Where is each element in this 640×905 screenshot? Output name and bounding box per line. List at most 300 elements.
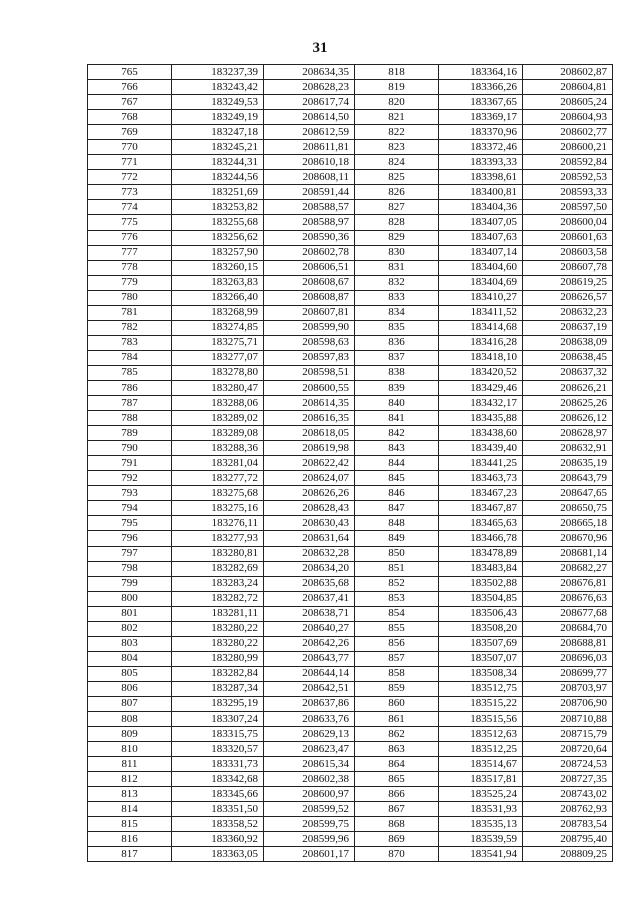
y-coordinate-cell: 208600,21 — [523, 140, 613, 155]
y-coordinate-cell: 208643,77 — [264, 651, 355, 666]
coordinates-table — [87, 64, 613, 862]
point-number-cell: 816 — [88, 832, 172, 847]
x-coordinate-cell: 183435,88 — [439, 411, 523, 426]
table-row — [88, 411, 613, 426]
x-coordinate-cell: 183418,10 — [439, 350, 523, 365]
point-number-cell: 835 — [355, 320, 439, 335]
y-coordinate-cell: 208676,81 — [523, 576, 613, 591]
y-coordinate-cell: 208598,51 — [264, 365, 355, 380]
y-coordinate-cell: 208628,97 — [523, 426, 613, 441]
point-number-cell: 795 — [88, 516, 172, 531]
table-row — [88, 576, 613, 591]
y-coordinate-cell: 208607,81 — [264, 305, 355, 320]
table-row — [88, 712, 613, 727]
point-number-cell: 865 — [355, 772, 439, 787]
x-coordinate-cell: 183283,24 — [172, 576, 264, 591]
table-row — [88, 305, 613, 320]
table-row — [88, 396, 613, 411]
y-coordinate-cell: 208637,41 — [264, 591, 355, 606]
y-coordinate-cell: 208605,24 — [523, 95, 613, 110]
y-coordinate-cell: 208622,42 — [264, 456, 355, 471]
x-coordinate-cell: 183515,56 — [439, 712, 523, 727]
point-number-cell: 766 — [88, 80, 172, 95]
x-coordinate-cell: 183512,75 — [439, 681, 523, 696]
y-coordinate-cell: 208601,63 — [523, 230, 613, 245]
point-number-cell: 806 — [88, 681, 172, 696]
point-number-cell: 788 — [88, 411, 172, 426]
point-number-cell: 791 — [88, 456, 172, 471]
point-number-cell: 767 — [88, 95, 172, 110]
table-row — [88, 531, 613, 546]
table-row — [88, 65, 613, 80]
table-row — [88, 95, 613, 110]
x-coordinate-cell: 183515,22 — [439, 696, 523, 711]
x-coordinate-cell: 183276,11 — [172, 516, 264, 531]
x-coordinate-cell: 183514,67 — [439, 757, 523, 772]
x-coordinate-cell: 183504,85 — [439, 591, 523, 606]
x-coordinate-cell: 183466,78 — [439, 531, 523, 546]
point-number-cell: 855 — [355, 621, 439, 636]
y-coordinate-cell: 208637,19 — [523, 320, 613, 335]
y-coordinate-cell: 208626,12 — [523, 411, 613, 426]
x-coordinate-cell: 183463,73 — [439, 471, 523, 486]
x-coordinate-cell: 183358,52 — [172, 817, 264, 832]
y-coordinate-cell: 208624,07 — [264, 471, 355, 486]
x-coordinate-cell: 183280,47 — [172, 380, 264, 395]
y-coordinate-cell: 208706,90 — [523, 696, 613, 711]
y-coordinate-cell: 208588,57 — [264, 200, 355, 215]
point-number-cell: 796 — [88, 531, 172, 546]
point-number-cell: 839 — [355, 380, 439, 395]
y-coordinate-cell: 208610,18 — [264, 155, 355, 170]
y-coordinate-cell: 208602,78 — [264, 245, 355, 260]
point-number-cell: 868 — [355, 817, 439, 832]
x-coordinate-cell: 183369,17 — [439, 110, 523, 125]
table-row — [88, 772, 613, 787]
x-coordinate-cell: 183289,02 — [172, 411, 264, 426]
x-coordinate-cell: 183483,84 — [439, 561, 523, 576]
y-coordinate-cell: 208743,02 — [523, 787, 613, 802]
table-row — [88, 275, 613, 290]
x-coordinate-cell: 183429,46 — [439, 380, 523, 395]
x-coordinate-cell: 183506,43 — [439, 606, 523, 621]
point-number-cell: 798 — [88, 561, 172, 576]
y-coordinate-cell: 208635,19 — [523, 456, 613, 471]
table-row — [88, 456, 613, 471]
y-coordinate-cell: 208604,81 — [523, 80, 613, 95]
point-number-cell: 768 — [88, 110, 172, 125]
x-coordinate-cell: 183407,14 — [439, 245, 523, 260]
y-coordinate-cell: 208625,26 — [523, 396, 613, 411]
point-number-cell: 867 — [355, 802, 439, 817]
point-number-cell: 833 — [355, 290, 439, 305]
table-row — [88, 441, 613, 456]
x-coordinate-cell: 183288,36 — [172, 441, 264, 456]
x-coordinate-cell: 183280,22 — [172, 621, 264, 636]
y-coordinate-cell: 208600,04 — [523, 215, 613, 230]
y-coordinate-cell: 208603,58 — [523, 245, 613, 260]
y-coordinate-cell: 208617,74 — [264, 95, 355, 110]
point-number-cell: 830 — [355, 245, 439, 260]
point-number-cell: 808 — [88, 712, 172, 727]
table-row — [88, 185, 613, 200]
table-row — [88, 651, 613, 666]
y-coordinate-cell: 208644,14 — [264, 666, 355, 681]
table-row — [88, 742, 613, 757]
y-coordinate-cell: 208593,33 — [523, 185, 613, 200]
point-number-cell: 836 — [355, 335, 439, 350]
x-coordinate-cell: 183363,05 — [172, 847, 264, 862]
y-coordinate-cell: 208630,43 — [264, 516, 355, 531]
coordinates-table-body — [88, 65, 613, 862]
y-coordinate-cell: 208634,20 — [264, 561, 355, 576]
point-number-cell: 814 — [88, 802, 172, 817]
x-coordinate-cell: 183467,87 — [439, 501, 523, 516]
y-coordinate-cell: 208599,96 — [264, 832, 355, 847]
x-coordinate-cell: 183281,11 — [172, 606, 264, 621]
y-coordinate-cell: 208606,51 — [264, 260, 355, 275]
y-coordinate-cell: 208637,32 — [523, 365, 613, 380]
point-number-cell: 777 — [88, 245, 172, 260]
x-coordinate-cell: 183351,50 — [172, 802, 264, 817]
table-row — [88, 471, 613, 486]
y-coordinate-cell: 208677,68 — [523, 606, 613, 621]
point-number-cell: 822 — [355, 125, 439, 140]
point-number-cell: 834 — [355, 305, 439, 320]
point-number-cell: 850 — [355, 546, 439, 561]
y-coordinate-cell: 208684,70 — [523, 621, 613, 636]
point-number-cell: 794 — [88, 501, 172, 516]
point-number-cell: 837 — [355, 350, 439, 365]
x-coordinate-cell: 183249,19 — [172, 110, 264, 125]
x-coordinate-cell: 183245,21 — [172, 140, 264, 155]
y-coordinate-cell: 208626,26 — [264, 486, 355, 501]
y-coordinate-cell: 208616,35 — [264, 411, 355, 426]
x-coordinate-cell: 183441,25 — [439, 456, 523, 471]
point-number-cell: 848 — [355, 516, 439, 531]
y-coordinate-cell: 208670,96 — [523, 531, 613, 546]
y-coordinate-cell: 208626,57 — [523, 290, 613, 305]
y-coordinate-cell: 208590,36 — [264, 230, 355, 245]
table-row — [88, 486, 613, 501]
y-coordinate-cell: 208795,40 — [523, 832, 613, 847]
point-number-cell: 813 — [88, 787, 172, 802]
x-coordinate-cell: 183414,68 — [439, 320, 523, 335]
point-number-cell: 840 — [355, 396, 439, 411]
y-coordinate-cell: 208715,79 — [523, 727, 613, 742]
x-coordinate-cell: 183400,81 — [439, 185, 523, 200]
y-coordinate-cell: 208615,34 — [264, 757, 355, 772]
x-coordinate-cell: 183282,72 — [172, 591, 264, 606]
x-coordinate-cell: 183295,19 — [172, 696, 264, 711]
table-row — [88, 847, 613, 862]
y-coordinate-cell: 208614,50 — [264, 110, 355, 125]
y-coordinate-cell: 208650,75 — [523, 501, 613, 516]
point-number-cell: 821 — [355, 110, 439, 125]
point-number-cell: 818 — [355, 65, 439, 80]
table-row — [88, 757, 613, 772]
x-coordinate-cell: 183508,20 — [439, 621, 523, 636]
x-coordinate-cell: 183331,73 — [172, 757, 264, 772]
point-number-cell: 812 — [88, 772, 172, 787]
y-coordinate-cell: 208618,05 — [264, 426, 355, 441]
y-coordinate-cell: 208597,50 — [523, 200, 613, 215]
table-row — [88, 140, 613, 155]
table-row — [88, 426, 613, 441]
y-coordinate-cell: 208638,45 — [523, 350, 613, 365]
table-row — [88, 546, 613, 561]
y-coordinate-cell: 208629,13 — [264, 727, 355, 742]
x-coordinate-cell: 183257,90 — [172, 245, 264, 260]
point-number-cell: 864 — [355, 757, 439, 772]
y-coordinate-cell: 208703,97 — [523, 681, 613, 696]
x-coordinate-cell: 183404,60 — [439, 260, 523, 275]
x-coordinate-cell: 183280,22 — [172, 636, 264, 651]
x-coordinate-cell: 183263,83 — [172, 275, 264, 290]
y-coordinate-cell: 208619,98 — [264, 441, 355, 456]
x-coordinate-cell: 183281,04 — [172, 456, 264, 471]
table-row — [88, 516, 613, 531]
table-row — [88, 727, 613, 742]
y-coordinate-cell: 208632,91 — [523, 441, 613, 456]
x-coordinate-cell: 183260,15 — [172, 260, 264, 275]
table-row — [88, 170, 613, 185]
x-coordinate-cell: 183256,62 — [172, 230, 264, 245]
point-number-cell: 770 — [88, 140, 172, 155]
point-number-cell: 771 — [88, 155, 172, 170]
point-number-cell: 859 — [355, 681, 439, 696]
y-coordinate-cell: 208592,84 — [523, 155, 613, 170]
table-row — [88, 80, 613, 95]
x-coordinate-cell: 183289,08 — [172, 426, 264, 441]
y-coordinate-cell: 208635,68 — [264, 576, 355, 591]
point-number-cell: 815 — [88, 817, 172, 832]
point-number-cell: 793 — [88, 486, 172, 501]
point-number-cell: 775 — [88, 215, 172, 230]
x-coordinate-cell: 183531,93 — [439, 802, 523, 817]
point-number-cell: 784 — [88, 350, 172, 365]
x-coordinate-cell: 183277,72 — [172, 471, 264, 486]
x-coordinate-cell: 183398,61 — [439, 170, 523, 185]
point-number-cell: 785 — [88, 365, 172, 380]
point-number-cell: 831 — [355, 260, 439, 275]
x-coordinate-cell: 183393,33 — [439, 155, 523, 170]
table-row — [88, 335, 613, 350]
y-coordinate-cell: 208783,54 — [523, 817, 613, 832]
table-row — [88, 260, 613, 275]
y-coordinate-cell: 208682,27 — [523, 561, 613, 576]
point-number-cell: 828 — [355, 215, 439, 230]
x-coordinate-cell: 183525,24 — [439, 787, 523, 802]
table-row — [88, 561, 613, 576]
y-coordinate-cell: 208727,35 — [523, 772, 613, 787]
x-coordinate-cell: 183539,59 — [439, 832, 523, 847]
point-number-cell: 825 — [355, 170, 439, 185]
x-coordinate-cell: 183517,81 — [439, 772, 523, 787]
table-row — [88, 621, 613, 636]
y-coordinate-cell: 208634,35 — [264, 65, 355, 80]
x-coordinate-cell: 183410,27 — [439, 290, 523, 305]
y-coordinate-cell: 208681,14 — [523, 546, 613, 561]
y-coordinate-cell: 208710,88 — [523, 712, 613, 727]
point-number-cell: 773 — [88, 185, 172, 200]
y-coordinate-cell: 208604,93 — [523, 110, 613, 125]
point-number-cell: 780 — [88, 290, 172, 305]
x-coordinate-cell: 183249,53 — [172, 95, 264, 110]
x-coordinate-cell: 183266,40 — [172, 290, 264, 305]
y-coordinate-cell: 208601,17 — [264, 847, 355, 862]
table-row — [88, 155, 613, 170]
y-coordinate-cell: 208676,63 — [523, 591, 613, 606]
y-coordinate-cell: 208638,09 — [523, 335, 613, 350]
x-coordinate-cell: 183416,28 — [439, 335, 523, 350]
point-number-cell: 774 — [88, 200, 172, 215]
y-coordinate-cell: 208631,64 — [264, 531, 355, 546]
x-coordinate-cell: 183465,63 — [439, 516, 523, 531]
x-coordinate-cell: 183372,46 — [439, 140, 523, 155]
x-coordinate-cell: 183275,68 — [172, 486, 264, 501]
x-coordinate-cell: 183275,16 — [172, 501, 264, 516]
x-coordinate-cell: 183243,42 — [172, 80, 264, 95]
point-number-cell: 863 — [355, 742, 439, 757]
y-coordinate-cell: 208633,76 — [264, 712, 355, 727]
y-coordinate-cell: 208640,27 — [264, 621, 355, 636]
y-coordinate-cell: 208600,97 — [264, 787, 355, 802]
point-number-cell: 842 — [355, 426, 439, 441]
x-coordinate-cell: 183507,07 — [439, 651, 523, 666]
y-coordinate-cell: 208688,81 — [523, 636, 613, 651]
y-coordinate-cell: 208588,97 — [264, 215, 355, 230]
x-coordinate-cell: 183278,80 — [172, 365, 264, 380]
x-coordinate-cell: 183367,65 — [439, 95, 523, 110]
x-coordinate-cell: 183404,36 — [439, 200, 523, 215]
y-coordinate-cell: 208626,21 — [523, 380, 613, 395]
point-number-cell: 861 — [355, 712, 439, 727]
x-coordinate-cell: 183280,81 — [172, 546, 264, 561]
point-number-cell: 809 — [88, 727, 172, 742]
point-number-cell: 820 — [355, 95, 439, 110]
y-coordinate-cell: 208597,83 — [264, 350, 355, 365]
y-coordinate-cell: 208591,44 — [264, 185, 355, 200]
y-coordinate-cell: 208619,25 — [523, 275, 613, 290]
y-coordinate-cell: 208599,75 — [264, 817, 355, 832]
x-coordinate-cell: 183512,63 — [439, 727, 523, 742]
point-number-cell: 792 — [88, 471, 172, 486]
x-coordinate-cell: 183277,93 — [172, 531, 264, 546]
x-coordinate-cell: 183364,16 — [439, 65, 523, 80]
table-row — [88, 802, 613, 817]
point-number-cell: 786 — [88, 380, 172, 395]
x-coordinate-cell: 183247,18 — [172, 125, 264, 140]
table-row — [88, 681, 613, 696]
y-coordinate-cell: 208598,63 — [264, 335, 355, 350]
x-coordinate-cell: 183507,69 — [439, 636, 523, 651]
y-coordinate-cell: 208632,23 — [523, 305, 613, 320]
x-coordinate-cell: 183439,40 — [439, 441, 523, 456]
x-coordinate-cell: 183255,68 — [172, 215, 264, 230]
point-number-cell: 844 — [355, 456, 439, 471]
point-number-cell: 849 — [355, 531, 439, 546]
y-coordinate-cell: 208638,71 — [264, 606, 355, 621]
point-number-cell: 797 — [88, 546, 172, 561]
x-coordinate-cell: 183502,88 — [439, 576, 523, 591]
table-row — [88, 365, 613, 380]
point-number-cell: 851 — [355, 561, 439, 576]
point-number-cell: 860 — [355, 696, 439, 711]
point-number-cell: 811 — [88, 757, 172, 772]
table-row — [88, 200, 613, 215]
point-number-cell: 866 — [355, 787, 439, 802]
x-coordinate-cell: 183253,82 — [172, 200, 264, 215]
table-row — [88, 591, 613, 606]
point-number-cell: 789 — [88, 426, 172, 441]
x-coordinate-cell: 183237,39 — [172, 65, 264, 80]
point-number-cell: 858 — [355, 666, 439, 681]
x-coordinate-cell: 183407,63 — [439, 230, 523, 245]
point-number-cell: 841 — [355, 411, 439, 426]
x-coordinate-cell: 183287,34 — [172, 681, 264, 696]
x-coordinate-cell: 183432,17 — [439, 396, 523, 411]
y-coordinate-cell: 208599,90 — [264, 320, 355, 335]
y-coordinate-cell: 208602,38 — [264, 772, 355, 787]
point-number-cell: 847 — [355, 501, 439, 516]
point-number-cell: 776 — [88, 230, 172, 245]
y-coordinate-cell: 208642,26 — [264, 636, 355, 651]
table-row — [88, 832, 613, 847]
point-number-cell: 845 — [355, 471, 439, 486]
x-coordinate-cell: 183411,52 — [439, 305, 523, 320]
point-number-cell: 779 — [88, 275, 172, 290]
x-coordinate-cell: 183508,34 — [439, 666, 523, 681]
point-number-cell: 782 — [88, 320, 172, 335]
point-number-cell: 803 — [88, 636, 172, 651]
point-number-cell: 783 — [88, 335, 172, 350]
x-coordinate-cell: 183288,06 — [172, 396, 264, 411]
y-coordinate-cell: 208602,77 — [523, 125, 613, 140]
x-coordinate-cell: 183244,56 — [172, 170, 264, 185]
table-row — [88, 696, 613, 711]
point-number-cell: 853 — [355, 591, 439, 606]
x-coordinate-cell: 183535,13 — [439, 817, 523, 832]
y-coordinate-cell: 208762,93 — [523, 802, 613, 817]
x-coordinate-cell: 183320,57 — [172, 742, 264, 757]
point-number-cell: 781 — [88, 305, 172, 320]
y-coordinate-cell: 208724,53 — [523, 757, 613, 772]
point-number-cell: 790 — [88, 441, 172, 456]
x-coordinate-cell: 183366,26 — [439, 80, 523, 95]
table-row — [88, 125, 613, 140]
x-coordinate-cell: 183345,66 — [172, 787, 264, 802]
point-number-cell: 778 — [88, 260, 172, 275]
table-row — [88, 215, 613, 230]
x-coordinate-cell: 183307,24 — [172, 712, 264, 727]
y-coordinate-cell: 208809,25 — [523, 847, 613, 862]
y-coordinate-cell: 208696,03 — [523, 651, 613, 666]
x-coordinate-cell: 183438,60 — [439, 426, 523, 441]
x-coordinate-cell: 183478,89 — [439, 546, 523, 561]
y-coordinate-cell: 208637,86 — [264, 696, 355, 711]
point-number-cell: 824 — [355, 155, 439, 170]
x-coordinate-cell: 183541,94 — [439, 847, 523, 862]
table-row — [88, 320, 613, 335]
point-number-cell: 852 — [355, 576, 439, 591]
x-coordinate-cell: 183280,99 — [172, 651, 264, 666]
x-coordinate-cell: 183282,84 — [172, 666, 264, 681]
point-number-cell: 819 — [355, 80, 439, 95]
y-coordinate-cell: 208632,28 — [264, 546, 355, 561]
y-coordinate-cell: 208628,43 — [264, 501, 355, 516]
table-row — [88, 817, 613, 832]
